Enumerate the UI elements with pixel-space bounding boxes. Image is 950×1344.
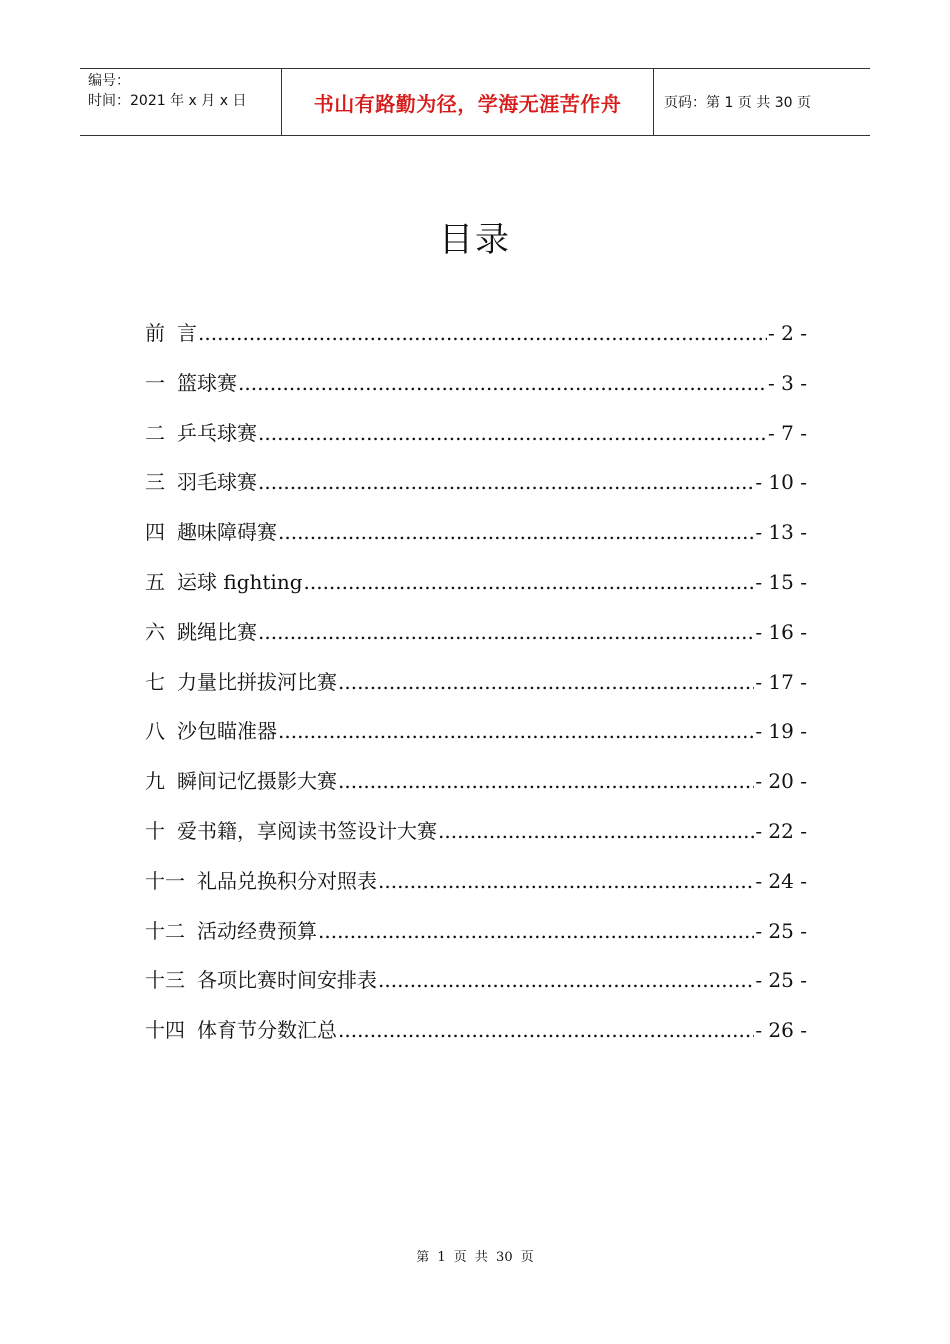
toc-page: - 2 - xyxy=(768,321,807,345)
toc-leader xyxy=(338,667,754,697)
toc-leader xyxy=(438,816,754,846)
toc-title: 活动经费预算 xyxy=(197,918,317,943)
toc-leader xyxy=(278,716,754,746)
toc-leader xyxy=(304,567,755,597)
toc-number: 九 xyxy=(145,769,165,794)
toc-page: - 26 - xyxy=(755,1018,807,1043)
toc-page: - 16 - xyxy=(755,619,807,644)
toc-title: 瞬间记忆摄影大赛 xyxy=(177,769,337,794)
toc-leader xyxy=(338,766,754,796)
toc-page: - 3 - xyxy=(768,370,807,395)
toc-leader xyxy=(238,368,767,398)
toc-entry[interactable] xyxy=(145,916,807,966)
toc-page: - 25 - xyxy=(755,968,807,993)
toc-page: - 10 - xyxy=(755,470,807,495)
toc-entry[interactable] xyxy=(145,517,807,567)
toc-leader xyxy=(338,1015,754,1045)
toc-leader xyxy=(258,418,767,448)
toc-leader xyxy=(258,617,754,647)
toc-title: 乒乓球赛 xyxy=(177,420,257,445)
toc-title: 力量比拼拔河比赛 xyxy=(177,669,337,694)
toc-title: 运球 fighting xyxy=(177,569,303,594)
toc-page: - 24 - xyxy=(755,868,807,893)
toc-entry[interactable] xyxy=(145,567,807,617)
toc-number: 七 xyxy=(145,669,165,694)
toc-title: 沙包瞄准器 xyxy=(177,719,277,744)
toc-entry[interactable] xyxy=(145,467,807,517)
number-label: 编号： xyxy=(88,73,130,89)
toc-entry[interactable] xyxy=(145,418,807,468)
toc-title: 篮球赛 xyxy=(177,370,237,395)
toc-title: 体育节分数汇总 xyxy=(197,1018,337,1043)
time-label: 时间：2021 年 x 月 x 日 xyxy=(88,93,247,109)
toc-page: - 15 - xyxy=(755,569,807,594)
toc-number: 十三 xyxy=(145,968,185,993)
toc-page: - 22 - xyxy=(755,818,807,843)
toc-leader xyxy=(378,866,754,896)
toc-number: 三 xyxy=(145,470,165,495)
toc-entry[interactable] xyxy=(145,866,807,916)
toc-entry[interactable] xyxy=(145,617,807,667)
document-header xyxy=(80,68,870,136)
toc-page: - 17 - xyxy=(755,669,807,694)
toc-leader xyxy=(378,965,754,995)
toc-number: 十 xyxy=(145,818,165,843)
toc-title: 各项比赛时间安排表 xyxy=(197,968,377,993)
toc-entry[interactable] xyxy=(145,766,807,816)
toc-title: 礼品兑换积分对照表 xyxy=(197,868,377,893)
toc-number: 十四 xyxy=(145,1018,185,1043)
toc-number: 四 xyxy=(145,520,165,545)
toc-leader xyxy=(258,467,754,497)
page-title: 目录 xyxy=(439,220,511,260)
toc-title: 爱书籍，享阅读书签设计大赛 xyxy=(177,818,437,843)
toc-number: 六 xyxy=(145,619,165,644)
toc-number: 五 xyxy=(145,569,165,594)
toc-number: 二 xyxy=(145,420,165,445)
toc-page: - 19 - xyxy=(755,719,807,744)
page-footer: 第 1 页 共 30 页 xyxy=(416,1250,534,1265)
toc-number: 八 xyxy=(145,719,165,744)
toc-number: 一 xyxy=(145,370,165,395)
toc-entry[interactable] xyxy=(145,368,807,418)
toc-entry[interactable] xyxy=(145,318,807,368)
toc-page: - 13 - xyxy=(755,520,807,545)
toc-entry[interactable] xyxy=(145,667,807,717)
table-of-contents xyxy=(145,318,807,1065)
toc-page: - 20 - xyxy=(755,769,807,794)
toc-entry[interactable] xyxy=(145,716,807,766)
toc-number: 十一 xyxy=(145,868,185,893)
toc-page: - 7 - xyxy=(768,420,807,445)
toc-entry[interactable] xyxy=(145,1015,807,1065)
toc-number: 前 xyxy=(145,321,165,345)
toc-title: 羽毛球赛 xyxy=(177,470,257,495)
header-motto: 书山有路勤为径，学海无涯苦作舟 xyxy=(281,69,654,135)
toc-page: - 25 - xyxy=(755,918,807,943)
toc-title: 言 xyxy=(177,321,197,345)
toc-number: 十二 xyxy=(145,918,185,943)
toc-leader xyxy=(198,318,767,348)
header-meta xyxy=(80,69,281,135)
header-page-info: 页码：第 1 页 共 30 页 xyxy=(664,95,811,111)
toc-title: 趣味障碍赛 xyxy=(177,520,277,545)
toc-leader xyxy=(278,517,754,547)
toc-title: 跳绳比赛 xyxy=(177,619,257,644)
toc-entry[interactable] xyxy=(145,816,807,866)
toc-entry[interactable] xyxy=(145,965,807,1015)
toc-leader xyxy=(318,916,754,946)
